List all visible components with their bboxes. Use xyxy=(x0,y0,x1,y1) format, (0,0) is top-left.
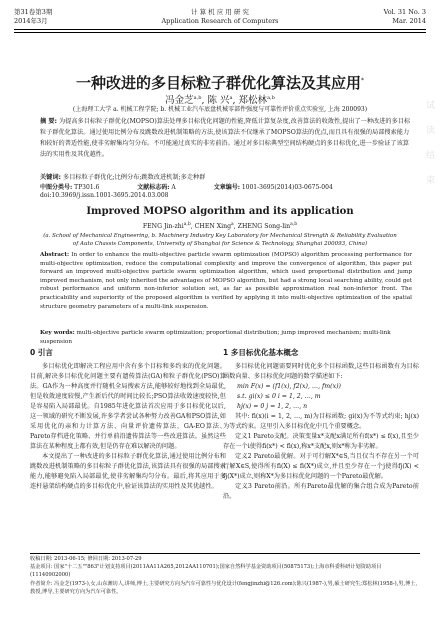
keywords-en-label: Key words: xyxy=(40,330,75,336)
footnote-received: 收稿日期: 2013-06-15; 修回日期: 2013-07-29 xyxy=(30,556,142,562)
title-footnote-mark: * xyxy=(361,77,364,84)
author3-cn: 郑松林 xyxy=(238,95,268,106)
header-volume-en: Vol. 31 No. 3 xyxy=(383,8,426,16)
journal-header xyxy=(14,6,426,30)
definition-2: 定义2 Pareto最优解。对于可行解X*∈S,当且仅当不存在另一个可行解X∈S,使得所有fi(X) ≤ fi(X*)成立,并且至少存在一个j使得fj(X) < fj(X*)成立,则称X*为多目标优化问题的一个Pareto最优解。 xyxy=(223,453,419,480)
header-volume: 第31卷第3期 xyxy=(14,8,53,16)
title-cn-text: 一种改进的多目标粒子群优化算法及其应用 xyxy=(75,74,361,92)
author1-en: FENG Jin-zhi xyxy=(142,223,184,231)
cls-value: TP301.6 xyxy=(74,184,100,191)
doi-label: doi: xyxy=(40,192,52,199)
definition-1: 定义1 Pareto支配。决策变量x*支配x满足所有f(x*) ≤ f(x),且至少存在一个i使得fi(x*) < fi(x),称x*支配x,则x*称为非劣解。 xyxy=(223,433,419,450)
footnote-rule xyxy=(30,553,420,554)
authors-en xyxy=(0,222,440,230)
body-column-left xyxy=(30,346,226,492)
keywords-en-text: multi-objective particle swarm optimization; proportional distribution; jump improved mechanism; multi-link suspension xyxy=(40,330,391,345)
author1-cn: 冯金芝 xyxy=(165,95,194,106)
footnote-fund: 基金项目: 国家"十二五""863"计划支持项目(2011AA11A265,2012AA110701);国家自然科学基金资助项目(50875173);上海市科委科研计划资助项目(11140902000) xyxy=(30,564,382,579)
doc-value: A xyxy=(171,184,176,191)
concepts-paragraph-1: 多目标优化问题需要同时优化多个目标函数,这些目标函数有为目标函数向量、多目标优化问题的数学描述如下: xyxy=(223,363,419,380)
author3-en-sup: a,b xyxy=(290,222,298,227)
abstract-en-label: Abstract: xyxy=(40,252,70,258)
affiliation-en: (a. School of Mechanical Engineering, b. Machinery Industry Key Laboratory for Mechanical Strength & Reliability Evaluation of Auto Chassis Components, University of Shanghai for Science & Technology, Shanghai 200093, China) xyxy=(43,233,397,247)
body-column-right xyxy=(223,346,419,502)
header-journal-en: Application Research of Computers xyxy=(161,17,279,25)
formula-equality: hj(x) = 0 j = 1, 2, …, n xyxy=(237,403,308,410)
abstract-cn xyxy=(40,116,412,160)
header-date: 2014年3月 xyxy=(14,17,48,25)
keywords-cn-text: 多目标粒子群优化;比例分布;跳数改进机制;多走种群 xyxy=(63,174,206,181)
section-concepts-heading: 1 多目标优化基本概念 xyxy=(223,348,299,357)
abstract-cn-text: 为提高多目标粒子群优化(MOPSO)算法处理多目标优化问题的性能,降低计算复杂度,改善算法的收敛性,提出了一种改进的多目标粒子群优化算法。通过使用比例分布及跳数改进机制策略的方法,使该算法不仅继承了MOPSO算法的优点,而且具有很强的局部搜索能力和较好的普适性能,使非劣解集均匀分布。不可能通过真实的非劣前沿。通过对多目标典型空间结构硬点的多目标优化,进一步验证了该算法的实用性及其优越性。 xyxy=(40,118,411,158)
paper-title-en: Improved MOPSO algorithm and its application xyxy=(86,206,354,217)
abstract-cn-label: 摘 要: xyxy=(40,118,58,125)
author2-en-sup: a xyxy=(231,222,234,227)
header-journal-cn: 计 算 机 应 用 研 究 xyxy=(191,8,249,16)
watermark: 试读结束 xyxy=(424,100,434,200)
doi-value: 10.3969/j.issn.1001-3695.2014.03.008 xyxy=(51,192,169,199)
keywords-cn-label: 关键词: xyxy=(40,174,62,181)
article-label: 文章编号: xyxy=(213,184,240,191)
section-intro-heading: 0 引言 xyxy=(30,348,53,357)
footnote-author-info: 作者简介: 冯金芝(1973-),女,山东潍坊人,讲师,博士,主要研究方向为汽车可靠性与优化设计(fengjinzhi@126.com);陈兴(1987-),男,硕士研究生;郑松林(1958-),男,博士,教授,博导,主要研究方向为汽车可靠性。 xyxy=(30,580,418,595)
author1-sup: a,b xyxy=(193,94,202,101)
article-value: 1001-3695(2014)03-0675-004 xyxy=(241,184,333,191)
footnote xyxy=(30,555,420,596)
formula-inequality: s.t. gi(x) ≤ 0 i = 1, 2, …, m xyxy=(237,393,321,400)
paper-title-cn xyxy=(0,72,440,93)
author3-en: , ZHENG Song-lin xyxy=(233,223,291,231)
abstract-en xyxy=(40,251,412,311)
header-issue-en xyxy=(384,8,426,26)
concepts-paragraph-2: 其中: fi(x)(i = 1, 2, …, m)为目标函数; gi(x)为不等式约束; hj(x)为等式约束。这里引入多目标优化中几个重要概念。 xyxy=(223,413,419,430)
keywords-en xyxy=(40,329,412,346)
author2-sup: a xyxy=(229,94,233,101)
definition-3: 定义3 Pareto前沿。所有Pareto最优解的集合组合成为Pareto前沿。 xyxy=(223,483,419,500)
affiliation-cn: (上海理工大学 a. 机械工程学院; b. 机械工业汽车底盘机械零部件强度与可靠性评价重点实验室, 上海 200093) xyxy=(72,106,368,113)
formula-objective: min F(x) = (f1(x), f2(x), …, fm(x)) xyxy=(237,383,341,390)
author1-en-sup: a,b xyxy=(183,222,191,227)
abstract-en-text: In order to enhance the multi-objective particle swarm optimization (MOPSO) algorithm processing performance for multi-objective optimization, reduce the computational complexity and improve the convergence of algorithm, this paper put forward an improved multi-objective particle swarm optimization algorithm, which used proportional distribution and jump improved mechanism, not only inherited the advantages of MOPSO algorithm, but had a strong local searching ability, could get robust performance and uniform non-inferior solution set, as far as possible approximation real non-inferior front. The practicability and superiority of the proposed algorithm is verified by applying it into multi-objective optimization of the spatial structure geometry parameters of a multi-link suspension. xyxy=(40,252,412,310)
header-journal xyxy=(14,8,426,26)
author2-en: , CHEN Xing xyxy=(190,223,232,231)
doi-row xyxy=(40,192,412,199)
cls-label: 中图分类号: xyxy=(40,184,73,191)
authors-cn: 冯金芝$^{a,b}$, 陈 兴$^a$, 郑松林$^{a,b}$ xyxy=(165,94,275,106)
author3-sup: a,b xyxy=(267,94,275,101)
doc-label: 文献标志码: xyxy=(137,184,170,191)
header-date-en: Mar. 2014 xyxy=(392,17,426,25)
intro-paragraph-1: 多目标优化即解决工程应用中含有多个目标和多约束的优化问题。目前,解决多目标优化问题主要有遗传算法(GA)和粒子群优化(PSO)算法。GA作为一种高度并行随机全局搜索方法,能够较好地找到全局最优,但是收敛速度较慢,产生新后代的时间比较长;PSO算法收敛速度较快,但是容易陷入局部最优。自1985年进化算法首次应用于多目标优化以后,这一领域的研究不断发展,许多学者尝试各种努力改善GA和PSO算法,如采用优化的亲和力计算方法、向量评价遗传算法、GA-EO算法、Pareto存档进化策略、并行单前沿遗传算法等一些改进算法。虽然这些算法在某种程度上都有效,但是仍存在难以解决的问题。 xyxy=(30,363,226,450)
intro-paragraph-2: 本文提出了一种改进的多目标粒子群优化算法,通过使用比例分布和跳数改进机制策略的多目标粒子群优化算法,该算法具有很强的局部搜索能力,能够避免陷入局部最优,使非劣解集均匀分布。最后,将其应用于多连杆悬架结构硬点的多目标优化中,验证该算法的实用性及其优越性。 xyxy=(30,453,226,490)
author2-cn: 陈 兴 xyxy=(207,95,230,106)
header-rule xyxy=(14,32,426,33)
